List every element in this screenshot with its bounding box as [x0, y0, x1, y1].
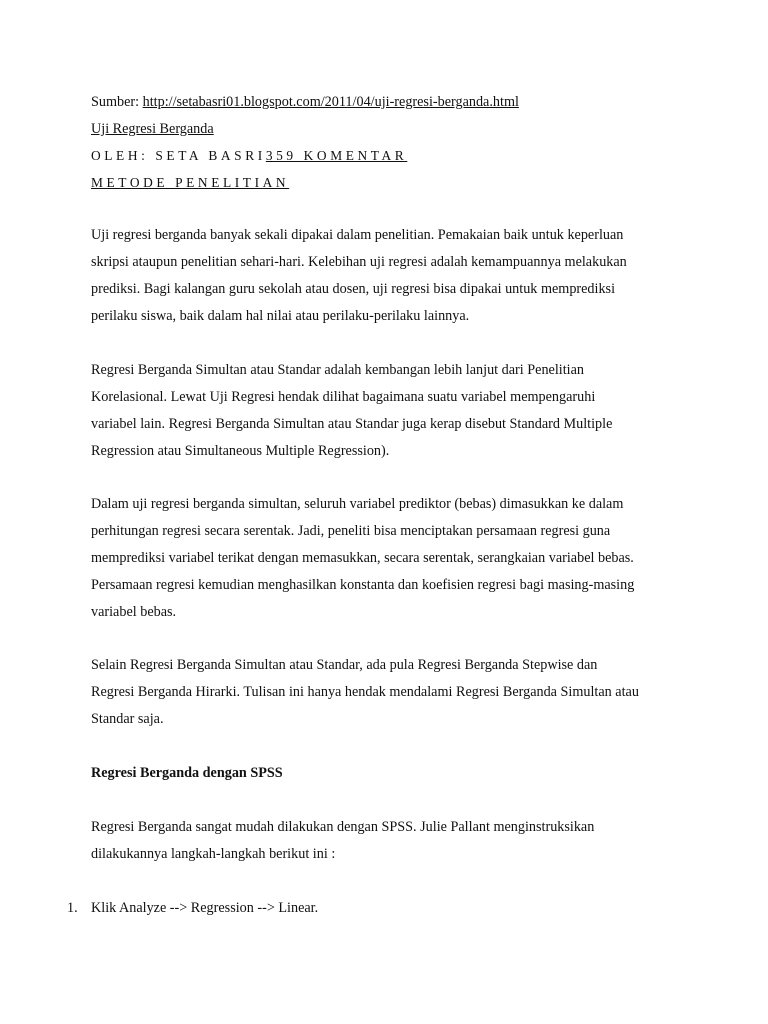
- paragraph-line: variabel lain. Regresi Berganda Simultan atau Standar juga kerap disebut Standard Multiple: [91, 416, 613, 432]
- paragraph-line: variabel bebas.: [91, 604, 177, 620]
- paragraph-line: perilaku siswa, baik dalam hal nilai atau perilaku-perilaku lainnya.: [91, 308, 470, 324]
- paragraph-line: Regresi Berganda Simultan atau Standar adalah kembangan lebih lanjut dari Penelitian: [91, 362, 585, 378]
- step-number: 1.: [67, 900, 78, 916]
- category-link[interactable]: METODE PENELITIAN: [91, 175, 290, 190]
- author-name: OLEH: SETA BASRI: [91, 148, 266, 163]
- article-title[interactable]: Uji Regresi Berganda: [91, 121, 214, 137]
- step-text: Klik Analyze --> Regression --> Linear.: [91, 900, 319, 916]
- comments-link[interactable]: 359 KOMENTAR: [265, 148, 408, 163]
- author-line: [91, 146, 407, 166]
- section-heading: Regresi Berganda dengan SPSS: [91, 765, 283, 781]
- paragraph-line: Selain Regresi Berganda Simultan atau Standar, ada pula Regresi Berganda Stepwise dan: [91, 657, 598, 673]
- paragraph-line: dilakukannya langkah-langkah berikut ini :: [91, 846, 336, 862]
- source-label: Sumber:: [91, 94, 143, 110]
- paragraph-line: Regresi Berganda sangat mudah dilakukan dengan SPSS. Julie Pallant menginstruksikan: [91, 819, 595, 835]
- paragraph-line: Uji regresi berganda banyak sekali dipakai dalam penelitian. Pemakaian baik untuk keperluan: [91, 227, 624, 243]
- paragraph-line: perhitungan regresi secara serentak. Jadi, peneliti bisa menciptakan persamaan regresi guna: [91, 523, 611, 539]
- paragraph-line: prediksi. Bagi kalangan guru sekolah atau dosen, uji regresi bisa dipakai untuk memprediksi: [91, 281, 616, 297]
- paragraph-line: Standar saja.: [91, 711, 164, 727]
- paragraph-line: skripsi ataupun penelitian sehari-hari. Kelebihan uji regresi adalah kemampuannya melakukan: [91, 254, 627, 270]
- paragraph-line: Dalam uji regresi berganda simultan, seluruh variabel prediktor (bebas) dimasukkan ke dalam: [91, 496, 624, 512]
- source-link[interactable]: http://setabasri01.blogspot.com/2011/04/uji-regresi-berganda.html: [142, 94, 519, 110]
- paragraph-line: Regression atau Simultaneous Multiple Regression).: [91, 443, 390, 459]
- paragraph-line: Persamaan regresi kemudian menghasilkan konstanta dan koefisien regresi bagi masing-masing: [91, 577, 635, 593]
- category-line: [91, 173, 289, 193]
- source-line: [91, 92, 519, 112]
- paragraph-line: Korelasional. Lewat Uji Regresi hendak dilihat bagaimana suatu variabel mempengaruhi: [91, 389, 596, 405]
- paragraph-line: memprediksi variabel terikat dengan memasukkan, secara serentak, serangkaian variabel bebas.: [91, 550, 634, 566]
- paragraph-line: Regresi Berganda Hirarki. Tulisan ini hanya hendak mendalami Regresi Berganda Simultan atau: [91, 684, 639, 700]
